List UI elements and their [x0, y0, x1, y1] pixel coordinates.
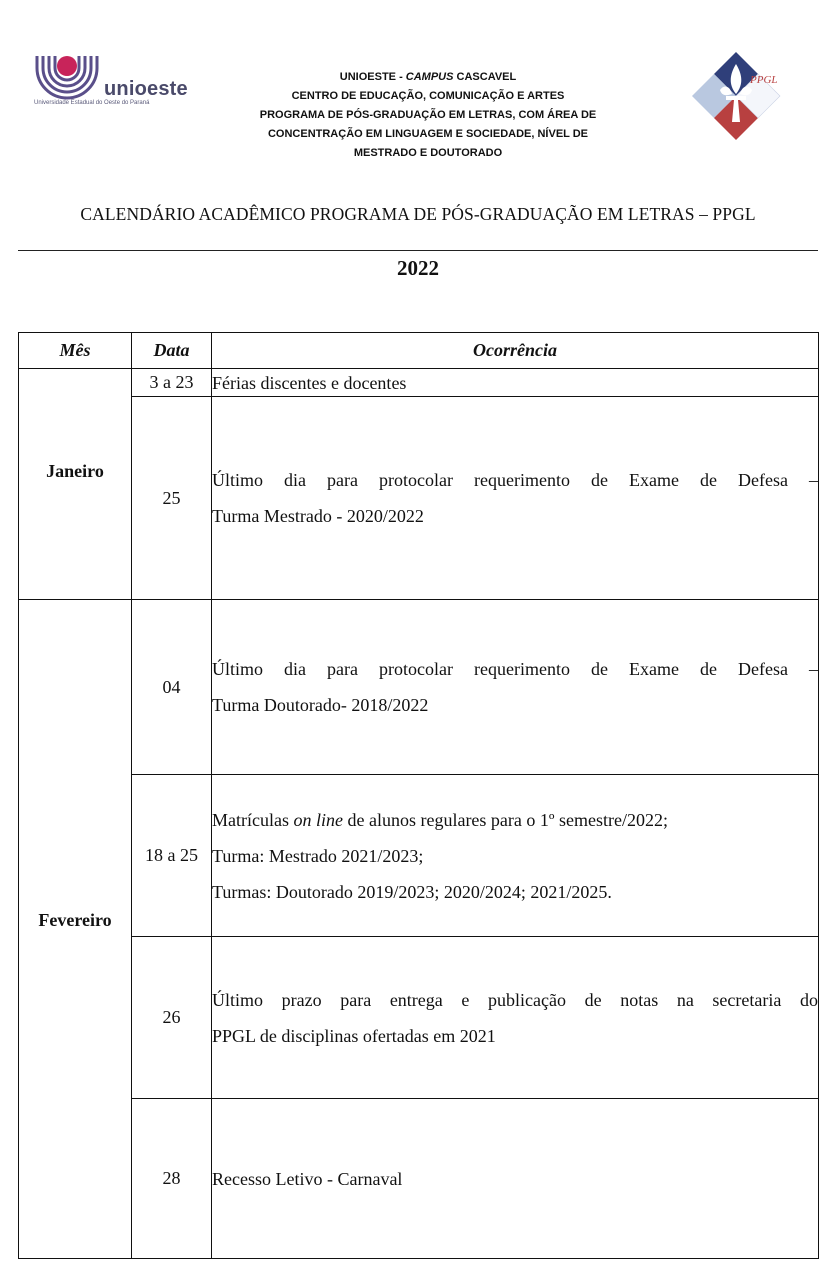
institution-line-1: UNIOESTE - CAMPUS CASCAVEL	[339, 71, 517, 83]
ppgl-logo	[690, 50, 800, 140]
row-date: 18 a 25	[132, 775, 212, 937]
row-occurrence: Recesso Letivo - Carnaval	[212, 1099, 819, 1259]
unioeste-wordmark: unioeste	[104, 78, 188, 100]
institution-line-2: CENTRO DE EDUCAÇÃO, COMUNICAÇÃO E ARTES	[291, 90, 565, 102]
header-occurrence: Ocorrência	[212, 333, 819, 369]
calendar-year: 2022	[397, 256, 439, 280]
row-date: 3 a 23	[132, 369, 212, 397]
header-date: Data	[132, 333, 212, 369]
row-date: 26	[132, 937, 212, 1099]
unioeste-emblem-icon	[34, 52, 100, 100]
unioeste-subtitle: Universidade Estadual do Oeste do Paraná	[34, 100, 150, 106]
table-row	[19, 775, 819, 937]
row-occurrence: Último prazo para entrega e publicação de notas na secretaria do PPGL de disciplinas ofertadas em 2021	[212, 937, 819, 1099]
ppgl-emblem-icon	[690, 50, 800, 140]
table-row	[19, 369, 819, 397]
table-row	[19, 600, 819, 775]
row-occurrence: Último dia para protocolar requerimento de Exame de Defesa – Turma Doutorado- 2018/2022	[212, 600, 819, 775]
ppgl-logo-text: PPGL	[750, 74, 778, 86]
row-date: 25	[132, 397, 212, 600]
row-date: 28	[132, 1099, 212, 1259]
table-row	[19, 937, 819, 1099]
institution-line-3: PROGRAMA DE PÓS-GRADUAÇÃO EM LETRAS, COM ÁREA DE	[259, 109, 597, 121]
month-february: Fevereiro	[19, 600, 132, 1259]
table-header-row	[19, 333, 819, 369]
calendar-table	[18, 332, 819, 1259]
row-date: 04	[132, 600, 212, 775]
row-occurrence: Matrículas on line de alunos regulares para o 1º semestre/2022; Turma: Mestrado 2021/2023; Turmas: Doutorado 2019/2023; 2020/2024; 2021/2025.	[212, 775, 819, 937]
calendar-title: CALENDÁRIO ACADÊMICO PROGRAMA DE PÓS-GRADUAÇÃO EM LETRAS – PPGL	[80, 204, 756, 224]
unioeste-logo	[34, 52, 194, 116]
institution-header	[228, 68, 628, 163]
table-row	[19, 397, 819, 600]
institution-line-5: MESTRADO E DOUTORADO	[353, 147, 503, 159]
institution-line-4: CONCENTRAÇÃO EM LINGUAGEM E SOCIEDADE, NÍVEL DE	[267, 128, 589, 140]
table-row	[19, 1099, 819, 1259]
row-occurrence: Último dia para protocolar requerimento de Exame de Defesa – Turma Mestrado - 2020/2022	[212, 397, 819, 600]
month-january: Janeiro	[19, 369, 132, 600]
row-occurrence: Férias discentes e docentes	[212, 369, 819, 397]
header-month: Mês	[19, 333, 132, 369]
title-divider	[18, 250, 818, 251]
